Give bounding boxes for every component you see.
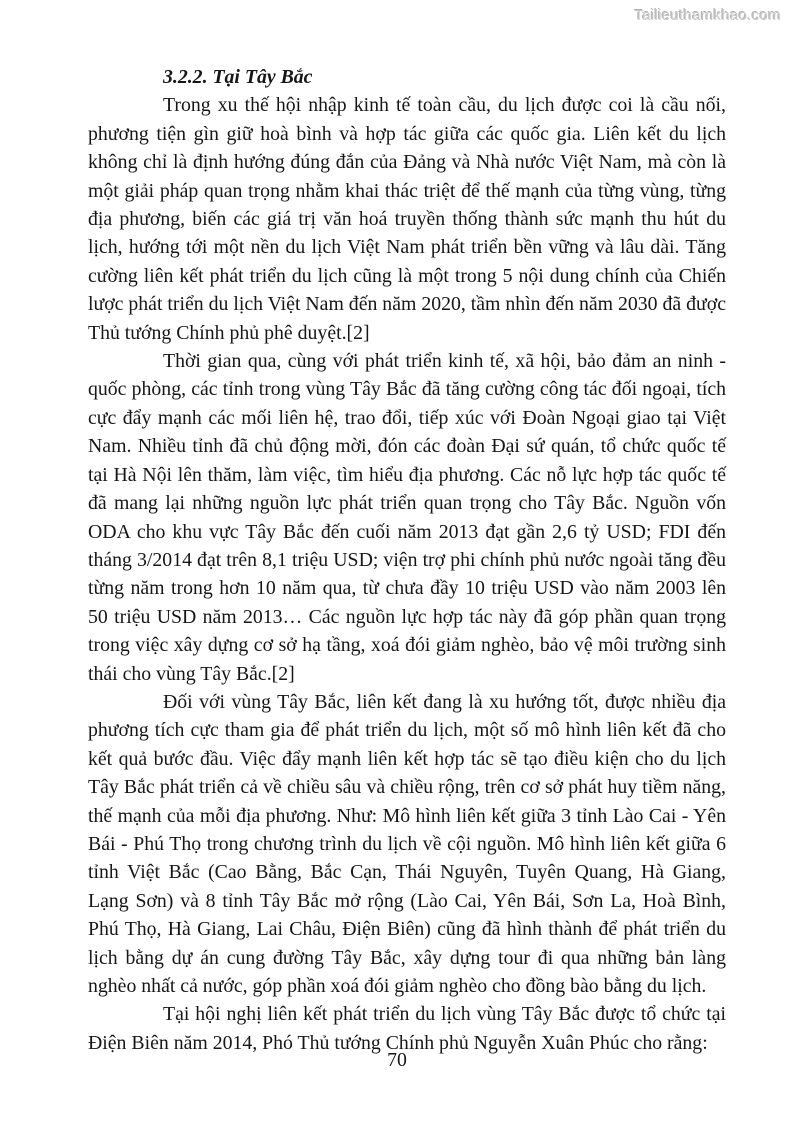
paragraph: Đối với vùng Tây Bắc, liên kết đang là xu hướng tốt, được nhiều địa phương tích cực tham gia để phát triển du lịch, một số mô hình liên kết đã cho kết quả bước đầu. Việc đẩy mạnh liên kết hợp tác sẽ tạo điều kiện cho du lịch Tây Bắc phát triển cả về chiều sâu và chiều rộng, trên cơ sở phát huy tiềm năng, thế mạnh của mỗi địa phương. Như: Mô hình liên kết giữa 3 tỉnh Lào Cai - Yên Bái - Phú Thọ trong chương trình du lịch về cội nguồn. Mô hình liên kết giữa 6 tỉnh Việt Bắc (Cao Bằng, Bắc Cạn, Thái Nguyên, Tuyên Quang, Hà Giang, Lạng Sơn) và 8 tỉnh Tây Bắc mở rộng (Lào Cai, Yên Bái, Sơn La, Hoà Bình, Phú Thọ, Hà Giang, Lai Châu, Điện Biên) cũng đã hình thành để phát triển du lịch bằng dự án cung đường Tây Bắc, xây dựng tour đi qua những bản làng nghèo nhất cả nước, góp phần xoá đói giảm nghèo cho đồng bào bằng du lịch.: [88, 690, 726, 997]
page-number: 70: [387, 1049, 407, 1071]
paragraph: Thời gian qua, cùng với phát triển kinh tế, xã hội, bảo đảm an ninh - quốc phòng, các tỉnh trong vùng Tây Bắc đã tăng cường công tác đối ngoại, tích cực đẩy mạnh các mối liên hệ, trao đổi, tiếp xúc với Đoàn Ngoại giao tại Việt Nam. Nhiều tỉnh đã chủ động mời, đón các đoàn Đại sứ quán, tổ chức quốc tế tại Hà Nội lên thăm, làm việc, tìm hiểu địa phương. Các nỗ lực hợp tác quốc tế đã mang lại những nguồn lực phát triển quan trọng cho Tây Bắc. Nguồn vốn ODA cho khu vực Tây Bắc đến cuối năm 2013 đạt gần 2,6 tỷ USD; FDI đến tháng 3/2014 đạt trên 8,1 triệu USD; viện trợ phi chính phủ nước ngoài tăng đều từng năm trong hơn 10 năm qua, từ chưa đầy 10 triệu USD vào năm 2003 lên 50 triệu USD năm 2013… Các nguồn lực hợp tác này đã góp phần quan trọng trong việc xây dựng cơ sở hạ tầng, xoá đói giảm nghèo, bảo vệ môi trường sinh thái cho vùng Tây Bắc.[2]: [88, 350, 726, 685]
section-heading: 3.2.2. Tại Tây Bắc: [163, 66, 313, 88]
watermark: Tailieuthamkhao.com: [634, 7, 781, 24]
document-body: [88, 63, 726, 1057]
paragraph: Trong xu thế hội nhập kinh tế toàn cầu, du lịch được coi là cầu nối, phương tiện gìn giữ hoà bình và hợp tác giữa các quốc gia. Liên kết du lịch không chỉ là định hướng đúng đắn của Đảng và Nhà nước Việt Nam, mà còn là một giải pháp quan trọng nhằm khai thác triệt để thế mạnh của từng vùng, từng địa phương, biến các giá trị văn hoá truyền thống thành sức mạnh thu hút du lịch, hướng tới một nền du lịch Việt Nam phát triển bền vững và lâu dài. Tăng cường liên kết phát triển du lịch cũng là một trong 5 nội dung chính của Chiến lược phát triển du lịch Việt Nam đến năm 2020, tầm nhìn đến năm 2030 đã được Thủ tướng Chính phủ phê duyệt.[2]: [88, 94, 726, 344]
paragraph: Tại hội nghị liên kết phát triển du lịch vùng Tây Bắc được tổ chức tại Điện Biên năm 2014, Phó Thủ tướng Chính phủ Nguyễn Xuân Phúc cho rằng:: [88, 1003, 726, 1054]
